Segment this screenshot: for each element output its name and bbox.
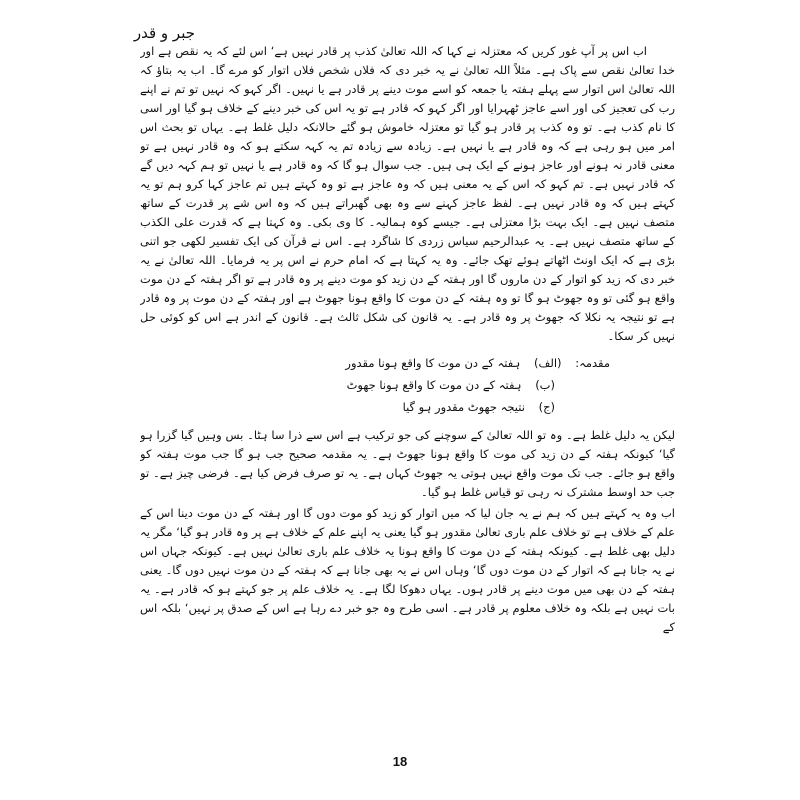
premise-item xyxy=(140,352,610,374)
paragraph: لیکن یہ دلیل غلط ہے۔ وہ تو اللہ تعالیٰ کے سوچنے کی جو ترکیب ہے اس سے ذرا سا ہٹا۔ بس وہیں گیا گزرا ہو گیا‘ کیونکہ ہفتہ کے دن زید کی موت کا واقع ہونا جھوٹ ہے۔ یہ مقدمہ صحیح جب ہو گا جب موت ہفتہ کو واقع ہو جائے۔ جب تک موت واقع نہیں ہوتی یہ جھوٹ کہاں ہے۔ یہ تو صرف فرض کیا ہے۔ فرضی چیز ہے۔ تو جب حد اوسط مشترک نہ رہی تو قیاس غلط ہو گیا۔ xyxy=(140,428,675,499)
page-number: 18 xyxy=(392,754,408,769)
running-header: جبر و قدر xyxy=(133,24,195,42)
premise-list xyxy=(140,352,675,418)
premise-item xyxy=(140,374,610,396)
page-body xyxy=(140,42,675,762)
premise-text: نتیجہ جھوٹ مقدور ہو گیا xyxy=(402,400,525,414)
premise-marker: (ج) xyxy=(538,400,555,414)
paragraph: اب اس پر آپ غور کریں کہ معتزلہ نے کہا کہ اللہ تعالیٰ کذب پر قادر نہیں ہے‘ اس لئے کہ یہ نقص ہے اور خدا تعالیٰ نقص سے پاک ہے۔ مثلاً اللہ تعالیٰ نے یہ خبر دی کہ فلاں شخص فلاں اتوار کو مرے گا۔ اب یہ بتاؤ کہ اللہ تعالیٰ اس اتوار سے پہلے ہفتہ یا جمعہ کو اسے موت دینے پر قادر ہے یا نہیں۔ اگر کہو کہ نہیں تو تم نے اپنے رب کی تعجیز کی اور اسے عاجز ٹھہرایا اور اگر کہو کہ قادر ہے تو یہ اس کی خبر دینے کے خلاف ہو گیا اور اسی کا نام کذب ہے۔ تو وہ کذب پر قادر ہو گیا تو معتزلہ خاموش ہو گئے حالانکہ دلیل غلط ہے۔ یہاں تو بحث اس امر میں ہو رہی ہے کہ وہ قادر ہے یا نہیں ہے۔ زیادہ سے زیادہ تم یہ کہہ سکتے ہو کہ وہ قادر نہیں ہے تو معنی قادر نہ ہونے اور عاجز ہونے کے ایک ہی ہیں۔ جب سوال ہو گا کہ وہ قادر ہے یا نہیں تو ہم کہہ دیں گے کہ قادر نہیں ہے۔ تم کہو کہ اس کے یہ معنی ہیں کہ وہ عاجز ہے تو وہ کہتے ہیں تم عاجز کہا کرو ہم تو یہ کہتے ہیں کہ وہ قادر نہیں ہے۔ لفظ عاجز کہنے سے وہ بھی گھبراتے ہیں کہ وہ اس شے پر قدرت کے ساتھ متصف نہیں ہے۔ ایک بہت بڑا معتزلی ہے۔ جیسے کوہ ہمالیہ۔ کا وی بکی۔ وہ کہتا ہے کہ قدرت علی الکذب کے ساتھ متصف نہیں ہے۔ یہ عبدالرحیم سیاس زردی کا شاگرد ہے۔ اس نے قرآن کی ایک تفسیر لکھی جو اتنی بڑی ہے کہ ایک اونٹ اٹھاتے ہوئے تھک جائے۔ وہ یہ کہتا ہے کہ امام حرم نے اس پر یہ فرمایا۔ اللہ تعالیٰ نے یہ خبر دی کہ زید کو اتوار کے دن ماروں گا اور ہفتہ کے دن زید کو موت دینے پر وہ قادر ہے تو اگر ہفتہ کے دن موت واقع ہو گئی تو وہ جھوٹ ہو گا تو وہ ہفتہ کے دن موت کا واقع ہونا جھوٹ ہے اور ہفتہ کے دن موت پر وہ قادر ہے تو نتیجہ یہ نکلا کہ جھوٹ پر وہ قادر ہے۔ یہ قانون کی شکل ثالث ہے۔ قانون کے اندر ہے اس کو کوئی حل نہیں کر سکا۔ xyxy=(140,44,675,343)
premise-marker: (ب) xyxy=(535,378,555,392)
premise-label: مقدمہ: xyxy=(575,356,610,370)
premise-marker: (الف) xyxy=(533,356,562,370)
premise-item xyxy=(140,396,610,418)
paragraph: اب وہ یہ کہتے ہیں کہ ہم نے یہ جان لیا کہ میں اتوار کو زید کو موت دوں گا اور ہفتہ کے دن موت دینا اس کے علم کے خلاف ہے تو خلاف علم باری تعالیٰ مقدور ہو گیا یعنی یہ اپنے علم کے خلاف ہے پر وہ قادر ہو گیا‘ مگر یہ دلیل بھی غلط ہے۔ کیونکہ ہفتہ کے دن موت کا واقع ہونا یہ خلاف علم باری تعالیٰ نہیں ہے۔ کیونکہ جہاں اس نے یہ جانا ہے کہ اتوار کے دن موت دوں گا‘ وہاں اس نے یہ بھی جانا ہے کہ ہفتہ کے دن موت نہیں دوں گا۔ یعنی ہفتہ کے دن بھی میں موت دینے پر قادر ہوں۔ یہاں دھوکا لگا ہے۔ یہ خلاف علم پر جو کہتے ہو کہ قادر ہے۔ یہ بات نہیں ہے بلکہ وہ خلاف معلوم پر قادر ہے۔ اسی طرح وہ جو خبر دے رہا ہے اس کے صدق پر نہیں‘ بلکہ اس کے xyxy=(140,506,675,634)
premise-text: ہفتہ کے دن موت کا واقع ہونا جھوٹ xyxy=(346,378,522,392)
premise-text: ہفتہ کے دن موت کا واقع ہونا مقدور xyxy=(345,356,521,370)
